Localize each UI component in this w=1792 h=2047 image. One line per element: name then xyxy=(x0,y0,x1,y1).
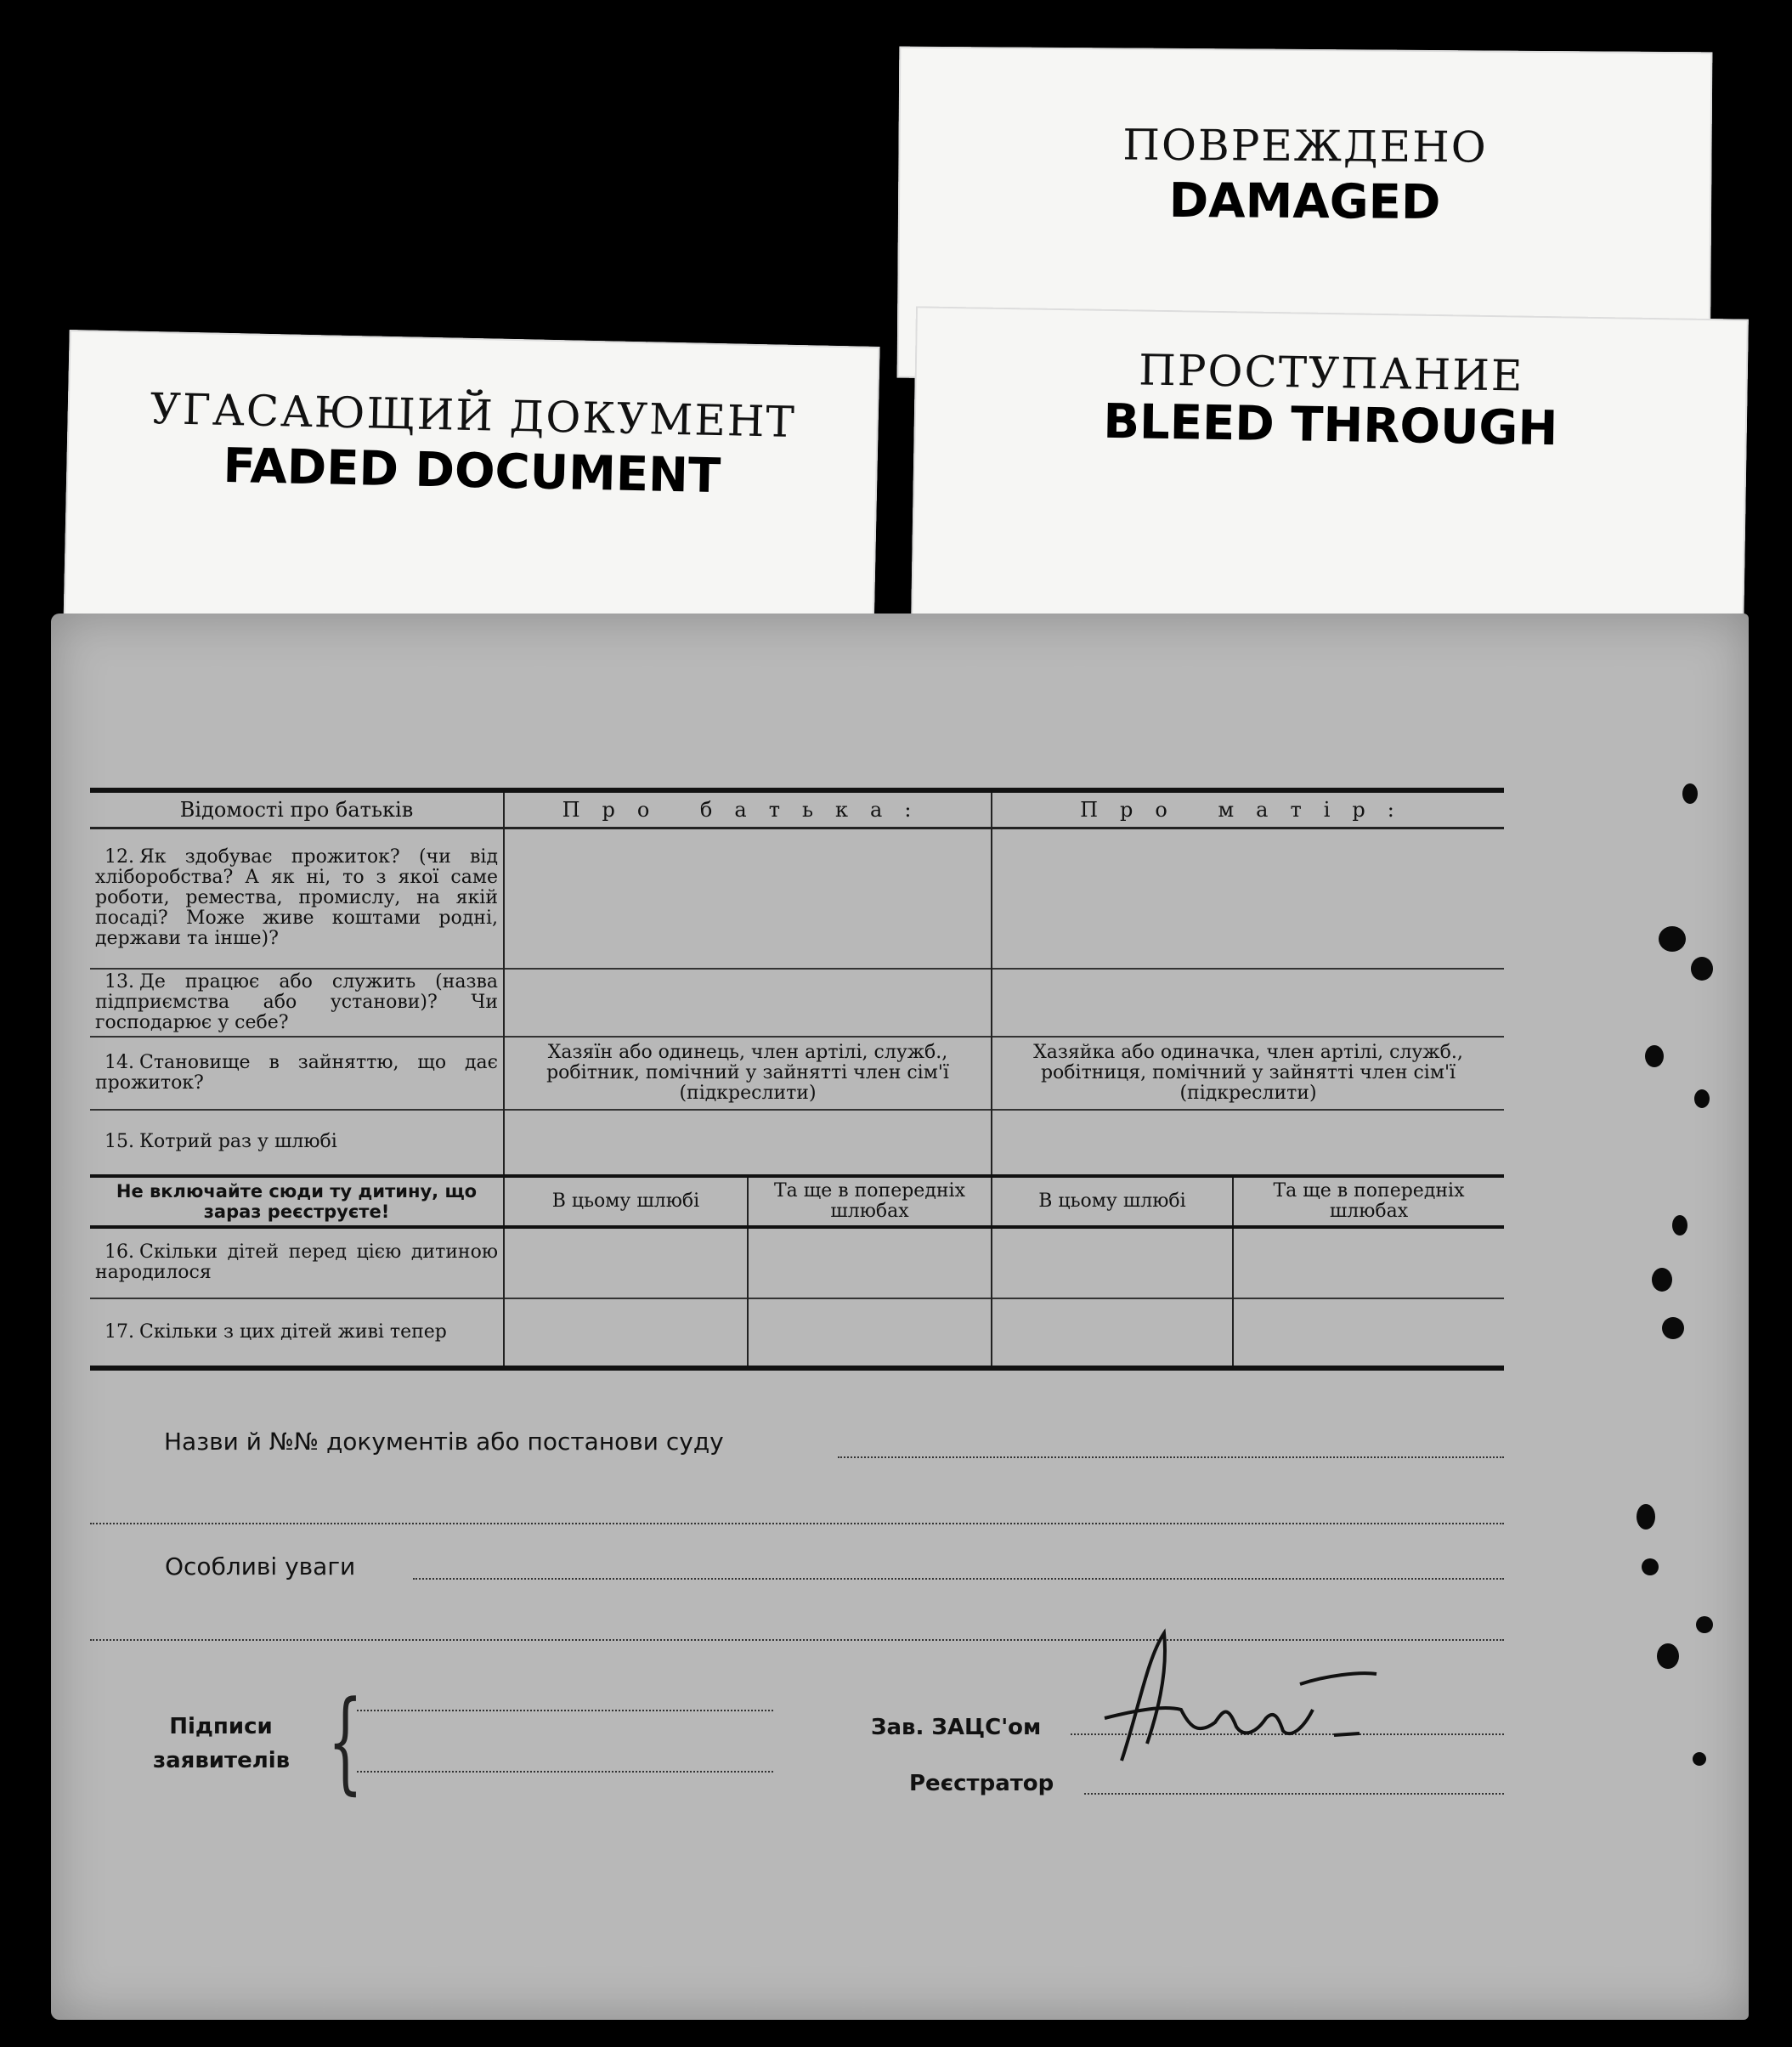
punch-hole xyxy=(1672,1215,1687,1236)
q13-mother[interactable] xyxy=(992,969,1504,1037)
q14-number: 14. xyxy=(105,1051,134,1073)
q17-mother-current[interactable] xyxy=(992,1298,1233,1368)
brace-icon: { xyxy=(327,1677,364,1806)
punch-hole xyxy=(1645,1045,1664,1067)
q17-father-previous[interactable] xyxy=(748,1298,992,1368)
q14-text: Становище в зайняттю, що дає прожиток? xyxy=(95,1051,498,1094)
q14-cell xyxy=(90,1037,504,1110)
q13-cell xyxy=(90,969,504,1037)
q15-text: Котрий раз у шлюбі xyxy=(139,1131,337,1152)
registrar-label: Реєстратор xyxy=(909,1771,1054,1796)
registrar-line[interactable] xyxy=(1084,1793,1504,1795)
bleed-card-en: BLEED THROUGH xyxy=(1102,393,1558,457)
q12-father[interactable] xyxy=(504,828,992,969)
remarks-input[interactable] xyxy=(413,1578,1504,1580)
damaged-card-en: DAMAGED xyxy=(1168,172,1441,231)
bleed-card-ru: ПРОСТУПАНИЕ xyxy=(1138,345,1524,401)
remarks-label: Особливі уваги xyxy=(165,1552,356,1580)
signatures-label: Підписи заявителів xyxy=(153,1714,291,1773)
q15-number: 15. xyxy=(105,1131,134,1152)
q16-father-current[interactable] xyxy=(504,1227,748,1298)
q16-cell xyxy=(90,1227,504,1298)
punch-hole xyxy=(1652,1268,1672,1292)
q17-father-current[interactable] xyxy=(504,1298,748,1368)
punch-hole xyxy=(1693,1752,1706,1766)
handwritten-signature xyxy=(1088,1625,1393,1769)
punch-hole xyxy=(1696,1616,1713,1633)
punch-hole xyxy=(1637,1504,1655,1530)
q12-cell xyxy=(90,828,504,969)
table-row xyxy=(90,828,1504,969)
header-mother: Про матір: xyxy=(992,790,1504,828)
punch-hole xyxy=(1682,783,1698,804)
q13-text: Де працює або служить (назва підприємства або установи)? Чи господарює у себе? xyxy=(95,970,498,1033)
q12-text: Як здобуває прожиток? (чи від хліборобства? А як ні, то з якої саме роботи, ремества, промислу, на якій посаді? Може живе коштами родні, держави та інше)? xyxy=(95,846,498,950)
documents-label: Назви й №№ документів або постанови суду xyxy=(164,1428,724,1456)
q15-cell xyxy=(90,1110,504,1176)
father-current-header: В цьому шлюбі xyxy=(504,1176,748,1227)
table-row xyxy=(90,1110,1504,1176)
faded-document-card xyxy=(63,330,879,644)
q12-mother[interactable] xyxy=(992,828,1504,969)
q17-number: 17. xyxy=(105,1320,134,1343)
parents-table xyxy=(90,788,1504,1371)
documents-input-line2[interactable] xyxy=(90,1523,1504,1524)
bleed-through-card xyxy=(911,306,1749,635)
q13-number: 13. xyxy=(105,970,134,992)
signature-line-1[interactable] xyxy=(357,1710,773,1711)
q15-mother[interactable] xyxy=(992,1110,1504,1176)
documents-input[interactable] xyxy=(838,1456,1504,1458)
q13-father[interactable] xyxy=(504,969,992,1037)
faded-card-en: FADED DOCUMENT xyxy=(222,438,721,505)
q14-mother[interactable]: Хазяйка або одиначка, член артілі, служб., робітниця, помічний у зайнятті член сім'ї (підкреслити) xyxy=(992,1037,1504,1110)
faded-card-ru: УГАСАЮЩИЙ ДОКУМЕНТ xyxy=(150,384,797,447)
punch-hole xyxy=(1662,1317,1684,1339)
header-father: Про батька: xyxy=(504,790,992,828)
damaged-card-ru: ПОВРЕЖДЕНО xyxy=(1122,120,1488,172)
punch-hole xyxy=(1691,957,1713,981)
mother-current-header: В цьому шлюбі xyxy=(992,1176,1233,1227)
q17-cell xyxy=(90,1298,504,1368)
table-row xyxy=(90,1176,1504,1227)
punch-hole xyxy=(1657,1643,1679,1669)
q17-mother-previous[interactable] xyxy=(1233,1298,1504,1368)
q14-father[interactable]: Хазяїн або одинець, член артілі, служб., робітник, помічний у зайнятті член сім'ї (підкреслити) xyxy=(504,1037,992,1110)
punch-hole xyxy=(1659,926,1686,952)
punch-hole xyxy=(1642,1558,1659,1575)
table-row xyxy=(90,1298,1504,1368)
table-header-row xyxy=(90,790,1504,828)
header-info: Відомості про батьків xyxy=(179,798,414,822)
note-cell: Не включайте сюди ту дитину, що зараз реєструєте! xyxy=(116,1180,478,1222)
father-previous-header: Та ще в попередніх шлюбах xyxy=(748,1176,992,1227)
q17-text: Скільки з цих дітей живі тепер xyxy=(139,1320,447,1343)
q16-number: 16. xyxy=(105,1241,134,1263)
q16-father-previous[interactable] xyxy=(748,1227,992,1298)
head-label: Зав. ЗАЦС'ом xyxy=(871,1715,1042,1740)
table-row xyxy=(90,1227,1504,1298)
table-row xyxy=(90,1037,1504,1110)
q12-number: 12. xyxy=(105,846,134,868)
q16-text: Скільки дітей перед цією дитиною народилося xyxy=(95,1241,498,1283)
table-row xyxy=(90,969,1504,1037)
signature-line-2[interactable] xyxy=(357,1771,773,1773)
mother-previous-header: Та ще в попередніх шлюбах xyxy=(1233,1176,1504,1227)
q16-mother-current[interactable] xyxy=(992,1227,1233,1298)
punch-hole xyxy=(1694,1089,1710,1108)
form-sheet xyxy=(51,614,1749,2020)
q16-mother-previous[interactable] xyxy=(1233,1227,1504,1298)
q15-father[interactable] xyxy=(504,1110,992,1176)
